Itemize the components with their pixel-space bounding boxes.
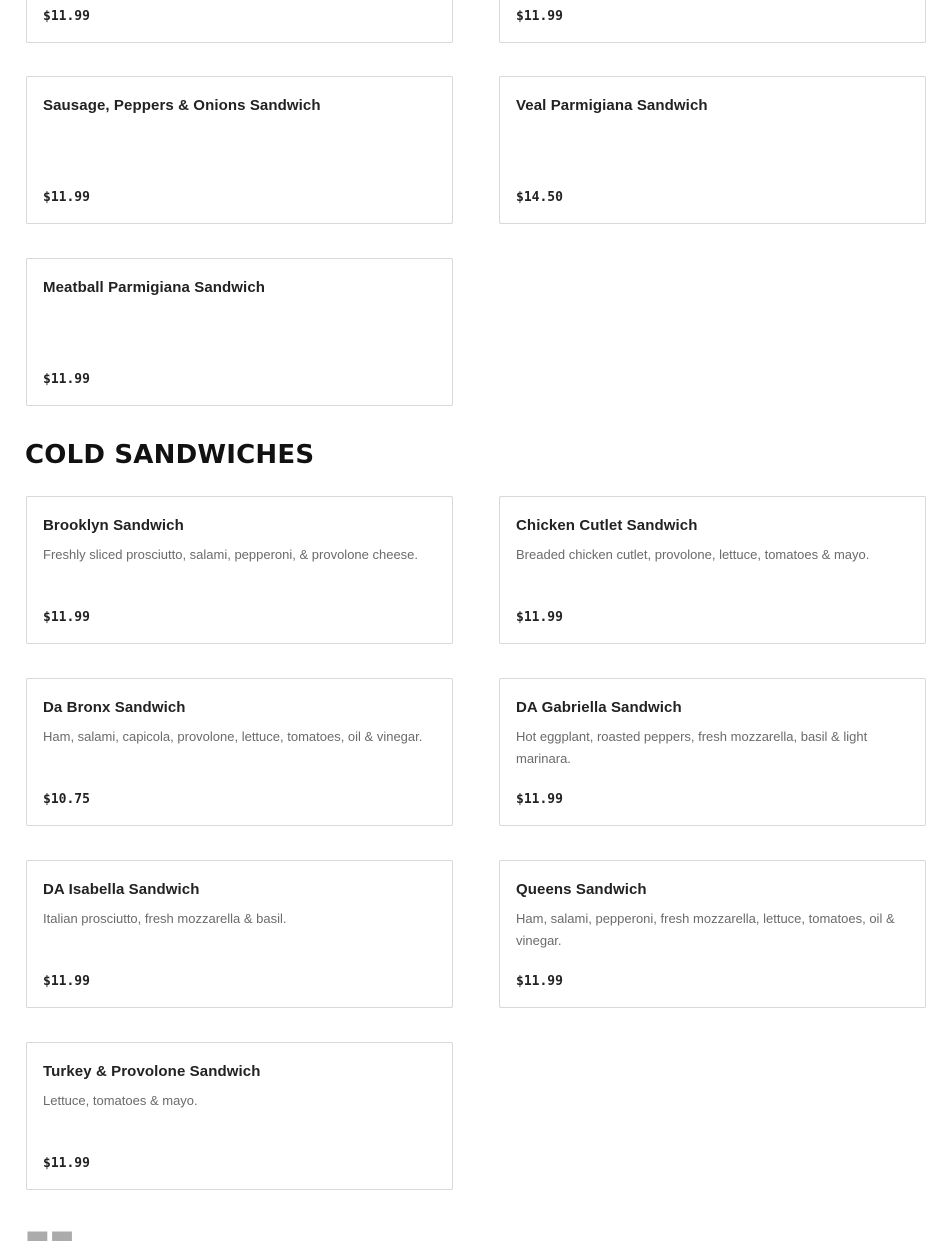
item-name: Brooklyn Sandwich <box>43 517 184 534</box>
menu-item-card[interactable] <box>26 76 453 224</box>
item-price: $11.99 <box>516 974 563 989</box>
item-description: Ham, salami, capicola, provolone, lettuce, tomatoes, oil & vinegar. <box>43 729 423 744</box>
item-description: Italian prosciutto, fresh mozzarella & basil. <box>43 911 287 926</box>
menu-item-card[interactable] <box>26 496 453 644</box>
item-description: Hot eggplant, roasted peppers, fresh mozzarella, basil & light marinara. <box>516 729 868 766</box>
menu-item-card[interactable] <box>26 0 453 43</box>
menu-item-card[interactable] <box>26 258 453 406</box>
item-name: Turkey & Provolone Sandwich <box>43 1063 261 1080</box>
item-price: $14.50 <box>516 190 563 205</box>
item-price: $11.99 <box>43 9 90 24</box>
item-name: Meatball Parmigiana Sandwich <box>43 279 266 296</box>
menu-item-card[interactable] <box>26 1042 453 1190</box>
menu-item-card[interactable] <box>499 0 926 43</box>
item-price: $11.99 <box>516 610 563 625</box>
item-name: Veal Parmigiana Sandwich <box>516 97 708 114</box>
item-price: $11.99 <box>43 190 90 205</box>
item-price: $11.99 <box>43 974 90 989</box>
item-price: $11.99 <box>43 610 90 625</box>
menu-item-card[interactable] <box>499 496 926 644</box>
menu-item-card[interactable] <box>499 860 926 1008</box>
menu-item-card[interactable] <box>26 678 453 826</box>
item-description: Lettuce, tomatoes & mayo. <box>43 1093 198 1108</box>
item-description: Breaded chicken cutlet, provolone, lettuce, tomatoes & mayo. <box>516 547 870 562</box>
item-name: Sausage, Peppers & Onions Sandwich <box>43 97 321 114</box>
menu-item-card[interactable] <box>26 860 453 1008</box>
item-price: $11.99 <box>43 372 90 387</box>
menu-item-card[interactable] <box>499 678 926 826</box>
item-name: Chicken Cutlet Sandwich <box>516 517 698 534</box>
item-name: Queens Sandwich <box>516 881 647 898</box>
menu-item-card[interactable] <box>499 76 926 224</box>
item-name: DA Isabella Sandwich <box>43 881 200 898</box>
item-price: $11.99 <box>516 792 563 807</box>
section-title: COLD SANDWICHES <box>25 440 315 470</box>
item-price: $10.75 <box>43 792 90 807</box>
item-price: $11.99 <box>43 1156 90 1171</box>
item-name: Da Bronx Sandwich <box>43 699 186 716</box>
item-price: $11.99 <box>516 9 563 24</box>
next-section-title-cutoff: ▬▬ <box>25 1220 75 1250</box>
item-description: Freshly sliced prosciutto, salami, pepperoni, & provolone cheese. <box>43 547 419 562</box>
item-description: Ham, salami, pepperoni, fresh mozzarella, lettuce, tomatoes, oil & vinegar. <box>516 911 895 948</box>
item-name: DA Gabriella Sandwich <box>516 699 682 716</box>
